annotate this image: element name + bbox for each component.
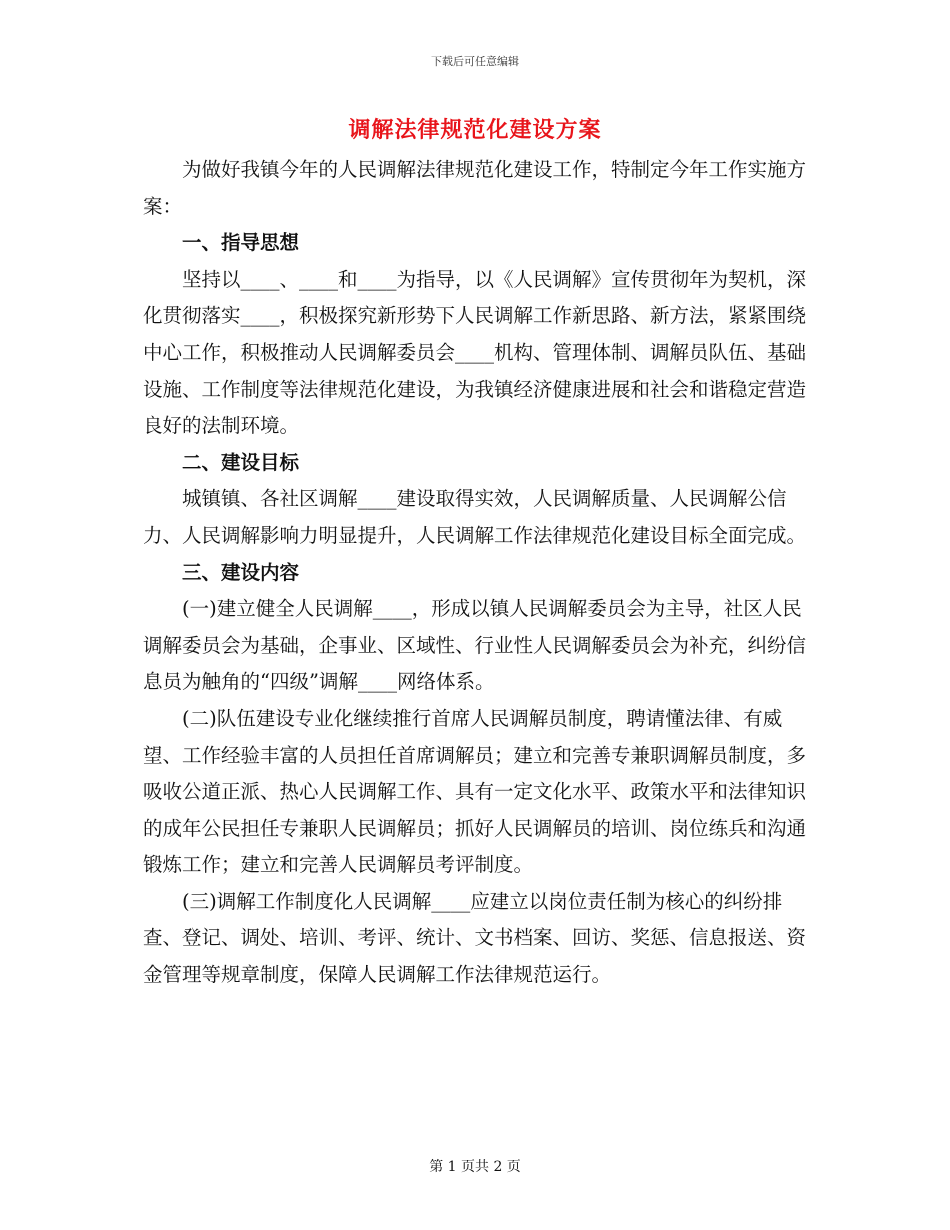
intro-paragraph: 为做好我镇今年的人民调解法律规范化建设工作，特制定今年工作实施方案： [143, 158, 807, 218]
document-title: 调解法律规范化建设方案 [348, 118, 602, 143]
section-3-item-3: (三)调解工作制度化人民调解____应建立以岗位责任制为核心的纠纷排查、登记、调处、培训、考评、统计、文书档案、回访、奖惩、信息报送、资金管理等规章制度，保障人民调解工作法律规范运行。 [143, 889, 807, 987]
section-1-paragraph: 坚持以____、____和____为指导，以《人民调解》宣传贯彻年为契机，深化贯彻落实____，积极探究新形势下人民调解工作新思路、新方法，紧紧围绕中心工作，积极推动人民调解委员会____机构、管理体制、调解员队伍、基础设施、工作制度等法律规范化建设，为我镇经济健康进展和社会和谐稳定营造良好的法制环境。 [143, 267, 807, 438]
section-heading-1: 一、指导思想 [182, 231, 300, 255]
document-body [143, 152, 807, 994]
section-3-item-1: (一)建立健全人民调解____，形成以镇人民调解委员会为主导，社区人民调解委员会为基础，企事业、区域性、行业性人民调解委员会为补充，纠纷信息员为触角的“四级”调解____网络体系。 [143, 597, 807, 694]
section-heading-2: 二、建设目标 [182, 450, 300, 474]
section-3-item-2: (二)队伍建设专业化继续推行首席人民调解员制度，聘请懂法律、有威望、工作经验丰富的人员担任首席调解员；建立和完善专兼职调解员制度，多吸收公道正派、热心人民调解工作、具有一定文化水平、政策水平和法律知识的成年公民担任专兼职人民调解员；抓好人民调解员的培训、岗位练兵和沟通锻炼工作；建立和完善人民调解员考评制度。 [143, 706, 807, 877]
page-header: 下载后可任意编辑 [431, 55, 519, 68]
section-2-paragraph: 城镇镇、各社区调解____建设取得实效，人民调解质量、人民调解公信力、人民调解影响力明显提升，人民调解工作法律规范化建设目标全面完成。 [143, 487, 807, 547]
section-heading-3: 三、建设内容 [182, 560, 300, 584]
page-footer: 第 1 页共 2 页 [429, 1159, 521, 1175]
